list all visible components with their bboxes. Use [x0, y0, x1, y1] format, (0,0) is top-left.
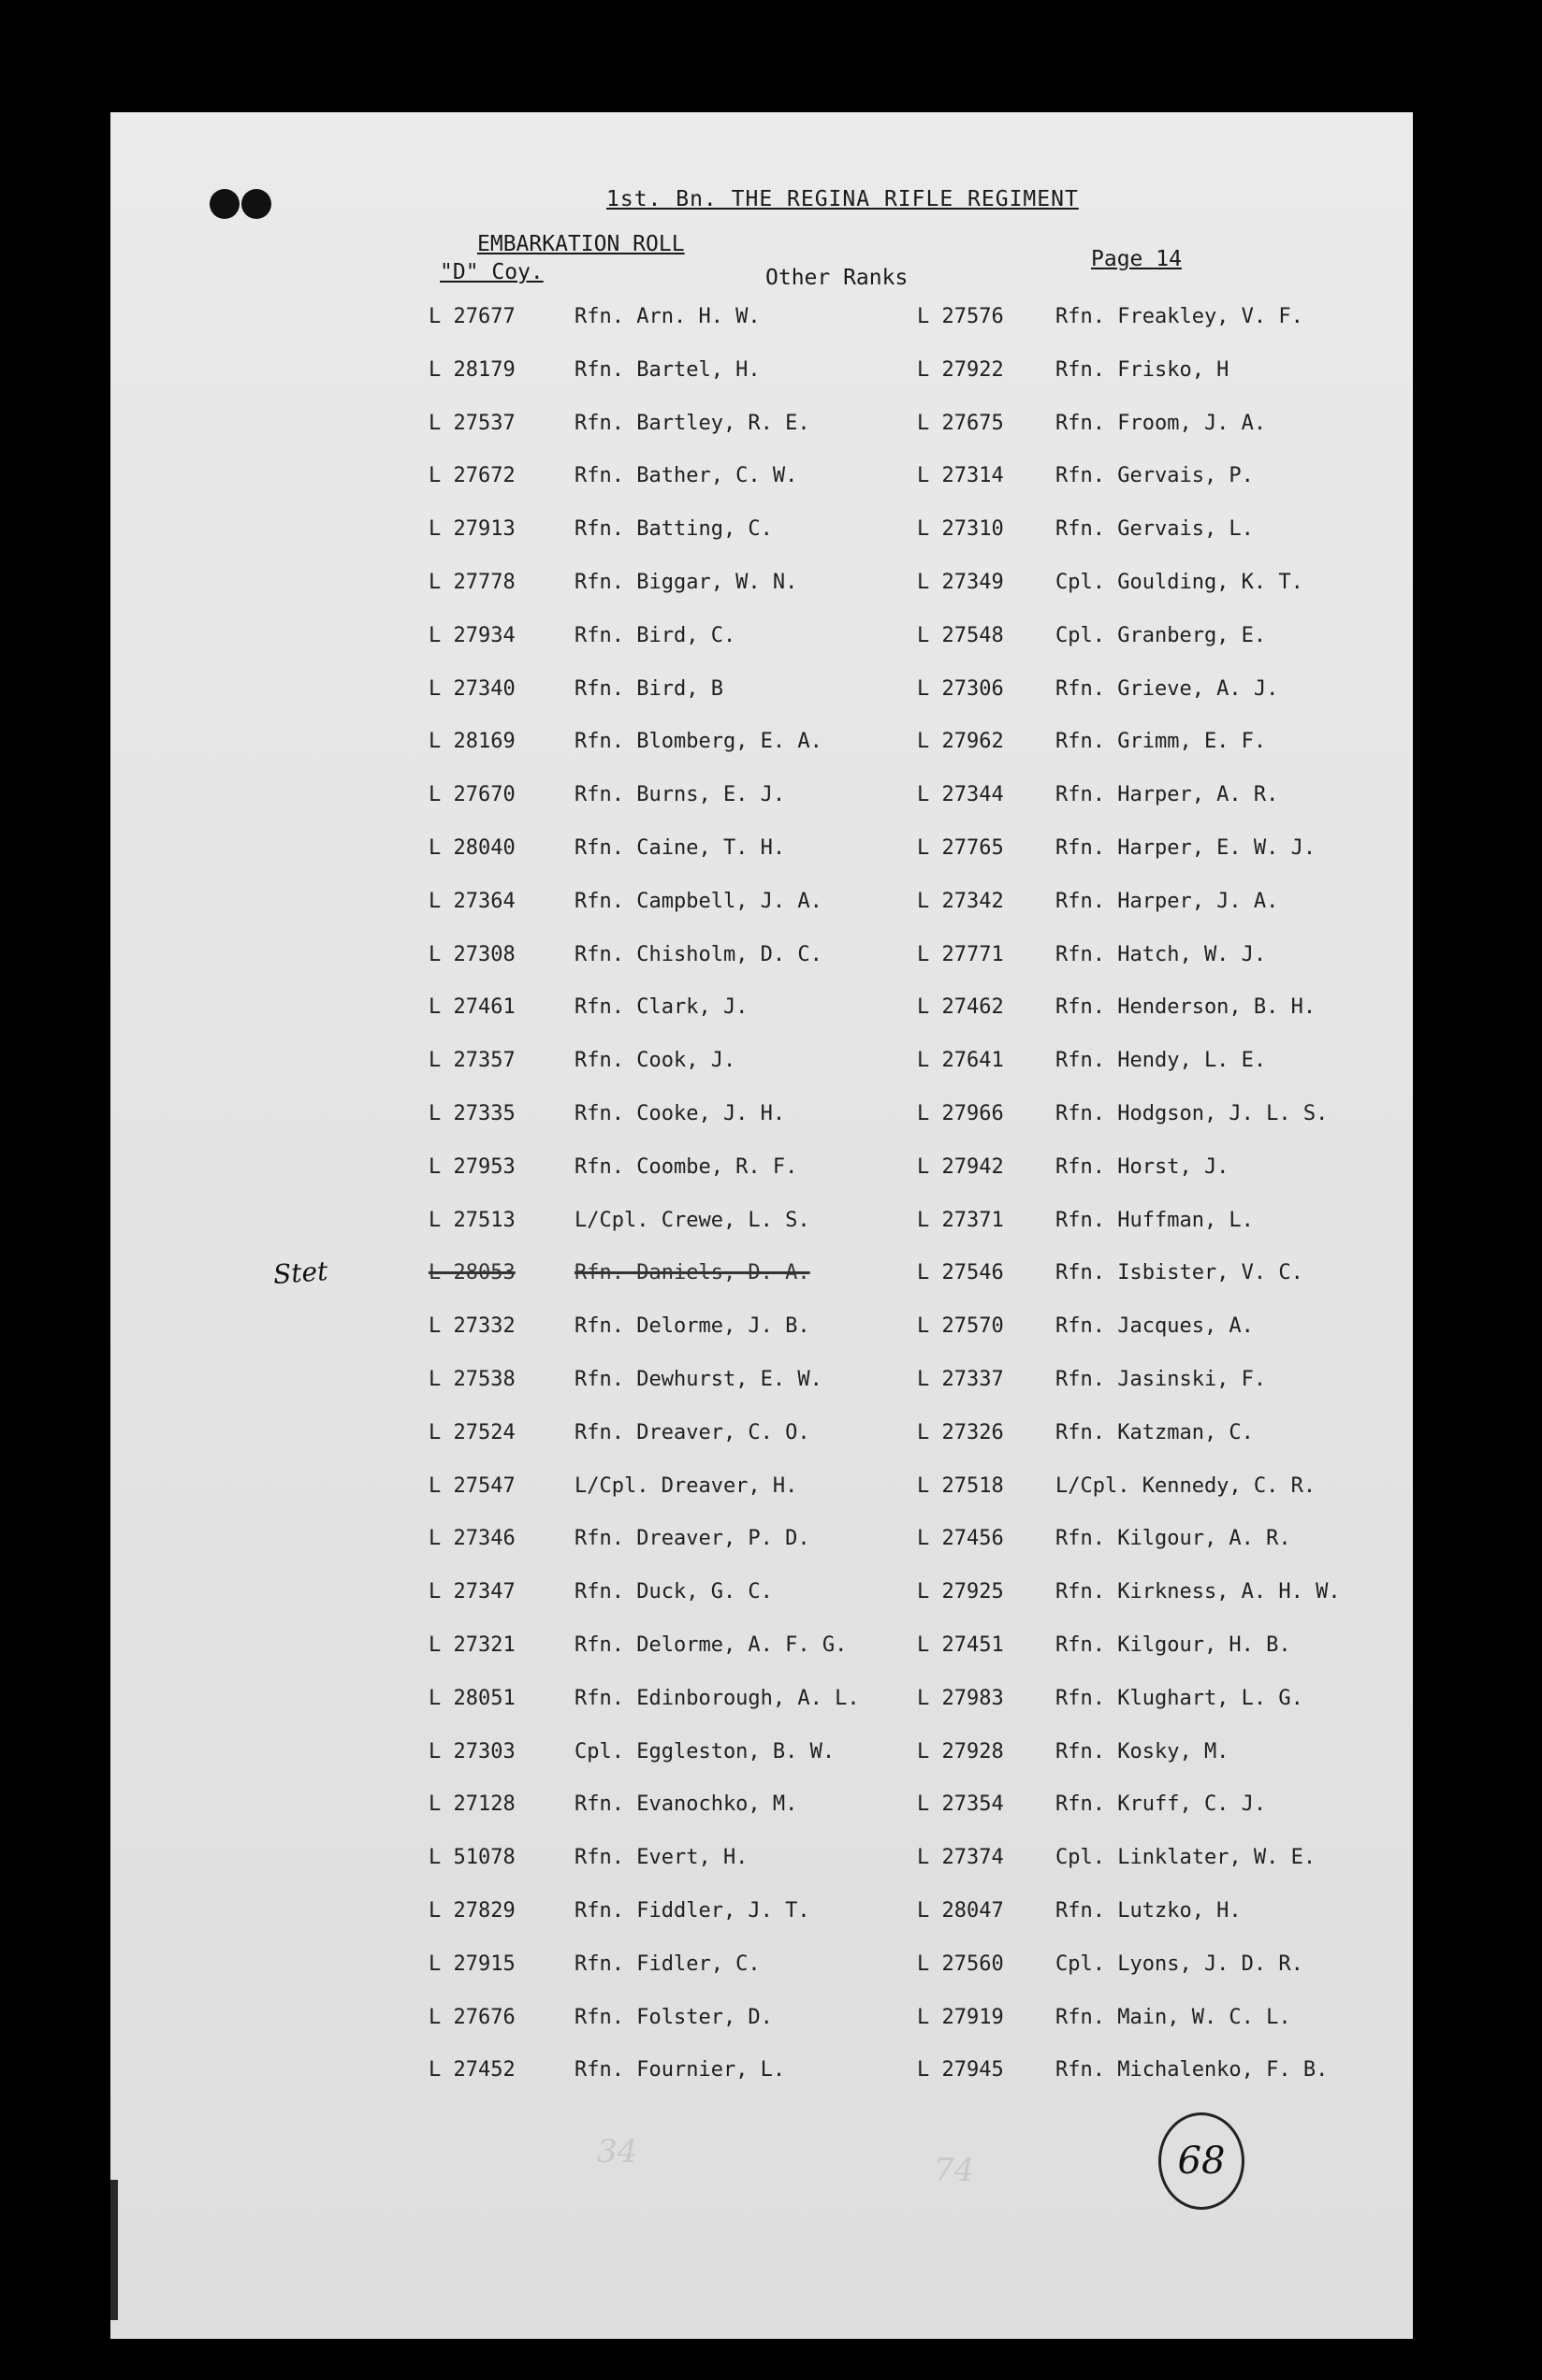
soldier-name: Rfn. Delorme, J. B. [575, 1314, 810, 1339]
soldier-name: Rfn. Delorme, A. F. G. [575, 1633, 848, 1657]
soldier-name: Rfn. Harper, A. R. [1055, 783, 1279, 807]
service-number: L 27303 [429, 1739, 516, 1763]
soldier-name: Rfn. Bartel, H. [575, 357, 761, 382]
soldier-name: Rfn. Kosky, M. [1055, 1739, 1229, 1763]
edge-mark [110, 2180, 118, 2320]
faint-pencil-mark: 34 [597, 2133, 638, 2170]
service-number: L 27547 [429, 1473, 516, 1498]
service-number: L 27778 [429, 570, 516, 594]
service-number: L 27128 [429, 1792, 516, 1817]
soldier-name: Rfn. Gervais, P. [1055, 464, 1254, 488]
soldier-name: Rfn. Biggar, W. N. [575, 570, 798, 594]
soldier-name: Rfn. Kilgour, A. R. [1055, 1527, 1291, 1551]
service-number: L 27344 [917, 783, 1004, 807]
soldier-name: L/Cpl. Dreaver, H. [575, 1473, 798, 1498]
page-number-text: 68 [1177, 2140, 1226, 2183]
service-number: L 27538 [429, 1367, 516, 1391]
soldier-name: Rfn. Duck, G. C. [575, 1580, 773, 1604]
faint-pencil-mark: 74 [934, 2152, 975, 2189]
soldier-name: L/Cpl. Kennedy, C. R. [1055, 1473, 1317, 1498]
soldier-name: Rfn. Michalenko, F. B. [1055, 2058, 1329, 2082]
soldier-name: Rfn. Freakley, V. F. [1055, 305, 1303, 328]
service-number: L 27357 [429, 1049, 516, 1073]
service-number: L 27347 [429, 1580, 516, 1604]
service-number: L 27524 [429, 1420, 516, 1444]
soldier-name: Rfn. Campbell, J. A. [575, 889, 822, 913]
service-number: L 27349 [917, 570, 1004, 594]
soldier-name: Rfn. Blomberg, E. A. [575, 730, 822, 754]
service-number: L 27371 [917, 1208, 1004, 1232]
regiment-header: 1st. Bn. THE REGINA RIFLE REGIMENT [606, 187, 1079, 211]
service-number: L 27518 [917, 1473, 1004, 1498]
service-number: L 27560 [917, 1952, 1004, 1976]
soldier-name: Rfn. Jasinski, F. [1055, 1367, 1267, 1391]
service-number: L 28179 [429, 357, 516, 382]
service-number: L 27945 [917, 2058, 1004, 2082]
soldier-name: Rfn. Kirkness, A. H. W. [1055, 1580, 1341, 1604]
service-number: L 27537 [429, 411, 516, 435]
service-number: L 27308 [429, 942, 516, 966]
service-number: L 27340 [429, 676, 516, 701]
handwritten-page-number [1158, 2112, 1244, 2210]
soldier-name: Rfn. Huffman, L. [1055, 1208, 1254, 1232]
soldier-name: Rfn. Kilgour, H. B. [1055, 1633, 1291, 1657]
roll-title: EMBARKATION ROLL [477, 232, 685, 256]
service-number: L 27953 [429, 1154, 516, 1179]
service-number: L 27306 [917, 676, 1004, 701]
soldier-name: Rfn. Cooke, J. H. [575, 1101, 786, 1125]
service-number: L 27942 [917, 1154, 1004, 1179]
soldier-name: Rfn. Kruff, C. J. [1055, 1792, 1267, 1817]
service-number: L 27346 [429, 1527, 516, 1551]
service-number: L 27915 [429, 1952, 516, 1976]
soldier-name: Rfn. Katzman, C. [1055, 1420, 1254, 1444]
service-number: L 27966 [917, 1101, 1004, 1125]
soldier-name: Rfn. Caine, T. H. [575, 835, 786, 860]
service-number: L 27962 [917, 730, 1004, 754]
soldier-name: Rfn. Hodgson, J. L. S. [1055, 1101, 1329, 1125]
service-number: L 27919 [917, 2005, 1004, 2029]
soldier-name: Rfn. Lutzko, H. [1055, 1898, 1242, 1923]
service-number: L 27922 [917, 357, 1004, 382]
soldier-name: Rfn. Bather, C. W. [575, 464, 798, 488]
service-number: L 27342 [917, 889, 1004, 913]
soldier-name: Rfn. Edinborough, A. L. [575, 1686, 860, 1710]
service-number: L 27925 [917, 1580, 1004, 1604]
soldier-name: Rfn. Folster, D. [575, 2005, 773, 2029]
soldier-name: Rfn. Horst, J. [1055, 1154, 1229, 1179]
soldier-name: Rfn. Batting, C. [575, 517, 773, 542]
soldier-name: Rfn. Main, W. C. L. [1055, 2005, 1291, 2029]
service-number: L 27326 [917, 1420, 1004, 1444]
service-number: L 27570 [917, 1314, 1004, 1339]
soldier-name: Rfn. Fournier, L. [575, 2058, 786, 2082]
soldier-name: Cpl. Eggleston, B. W. [575, 1739, 836, 1763]
service-number: L 27364 [429, 889, 516, 913]
soldier-name: Rfn. Burns, E. J. [575, 783, 786, 807]
service-number: L 27332 [429, 1314, 516, 1339]
service-number: L 27546 [917, 1261, 1004, 1285]
service-number: L 27374 [917, 1846, 1004, 1870]
service-number: L 27461 [429, 995, 516, 1020]
service-number: L 27829 [429, 1898, 516, 1923]
soldier-name: Rfn. Evanochko, M. [575, 1792, 798, 1817]
soldier-name: Rfn. Cook, J. [575, 1049, 736, 1073]
soldier-name: Rfn. Froom, J. A. [1055, 411, 1267, 435]
service-number: L 27314 [917, 464, 1004, 488]
service-number: L 27310 [917, 517, 1004, 542]
service-number: L 27983 [917, 1686, 1004, 1710]
soldier-name: Rfn. Clark, J. [575, 995, 749, 1020]
soldier-name: Rfn. Dewhurst, E. W. [575, 1367, 822, 1391]
soldier-name: Rfn. Harper, J. A. [1055, 889, 1279, 913]
service-number: L 27576 [917, 305, 1004, 328]
soldier-name: Cpl. Granberg, E. [1055, 623, 1267, 647]
soldier-name: Rfn. Chisholm, D. C. [575, 942, 822, 966]
service-number: L 27337 [917, 1367, 1004, 1391]
service-number: L 27913 [429, 517, 516, 542]
service-number: L 28051 [429, 1686, 516, 1710]
service-number: L 27670 [429, 783, 516, 807]
service-number: L 28040 [429, 835, 516, 860]
service-number: L 27462 [917, 995, 1004, 1020]
soldier-name: Rfn. Harper, E. W. J. [1055, 835, 1317, 860]
soldier-name: Rfn. Grieve, A. J. [1055, 676, 1279, 701]
section-label: Other Ranks [765, 266, 909, 290]
soldier-name: Rfn. Jacques, A. [1055, 1314, 1254, 1339]
soldier-name: Rfn. Dreaver, P. D. [575, 1527, 810, 1551]
punch-hole-icon [210, 189, 240, 219]
service-number: L 27452 [429, 2058, 516, 2082]
soldier-name: Rfn. Klughart, L. G. [1055, 1686, 1303, 1710]
service-number: L 28047 [917, 1898, 1004, 1923]
page-label: Page 14 [1091, 247, 1182, 271]
soldier-name: Rfn. Isbister, V. C. [1055, 1261, 1303, 1285]
service-number: L 28169 [429, 730, 516, 754]
service-number: L 27771 [917, 942, 1004, 966]
service-number: L 28053 [429, 1261, 516, 1285]
soldier-name: Rfn. Grimm, E. F. [1055, 730, 1267, 754]
soldier-name: Rfn. Henderson, B. H. [1055, 995, 1317, 1020]
service-number: L 27928 [917, 1739, 1004, 1763]
service-number: L 27335 [429, 1101, 516, 1125]
soldier-name: Rfn. Bird, C. [575, 623, 736, 647]
company-label: "D" Coy. [440, 260, 544, 284]
service-number: L 27677 [429, 305, 516, 328]
soldier-name: Rfn. Frisko, H [1055, 357, 1229, 382]
service-number: L 27765 [917, 835, 1004, 860]
soldier-name: Cpl. Lyons, J. D. R. [1055, 1952, 1303, 1976]
soldier-name: Cpl. Linklater, W. E. [1055, 1846, 1317, 1870]
service-number: L 27934 [429, 623, 516, 647]
stet-margin-note: Stet [271, 1255, 329, 1290]
service-number: L 27456 [917, 1527, 1004, 1551]
soldier-name: Rfn. Arn. H. W. [575, 305, 761, 328]
soldier-name: Rfn. Coombe, R. F. [575, 1154, 798, 1179]
soldier-name: Rfn. Hendy, L. E. [1055, 1049, 1267, 1073]
soldier-name: Rfn. Dreaver, C. O. [575, 1420, 810, 1444]
service-number: L 27321 [429, 1633, 516, 1657]
punch-hole-icon [241, 189, 271, 219]
soldier-name: Rfn. Daniels, D. A. [575, 1261, 810, 1285]
soldier-name: Rfn. Bird, B [575, 676, 723, 701]
soldier-name: Cpl. Goulding, K. T. [1055, 570, 1303, 594]
service-number: L 27354 [917, 1792, 1004, 1817]
service-number: L 51078 [429, 1846, 516, 1870]
soldier-name: Rfn. Hatch, W. J. [1055, 942, 1267, 966]
service-number: L 27548 [917, 623, 1004, 647]
soldier-name: Rfn. Bartley, R. E. [575, 411, 810, 435]
soldier-name: Rfn. Fidler, C. [575, 1952, 761, 1976]
soldier-name: Rfn. Fiddler, J. T. [575, 1898, 810, 1923]
soldier-name: L/Cpl. Crewe, L. S. [575, 1208, 810, 1232]
soldier-name: Rfn. Evert, H. [575, 1846, 749, 1870]
service-number: L 27675 [917, 411, 1004, 435]
service-number: L 27676 [429, 2005, 516, 2029]
service-number: L 27641 [917, 1049, 1004, 1073]
service-number: L 27672 [429, 464, 516, 488]
soldier-name: Rfn. Gervais, L. [1055, 517, 1254, 542]
service-number: L 27451 [917, 1633, 1004, 1657]
roll-sheet [110, 112, 1413, 2339]
service-number: L 27513 [429, 1208, 516, 1232]
